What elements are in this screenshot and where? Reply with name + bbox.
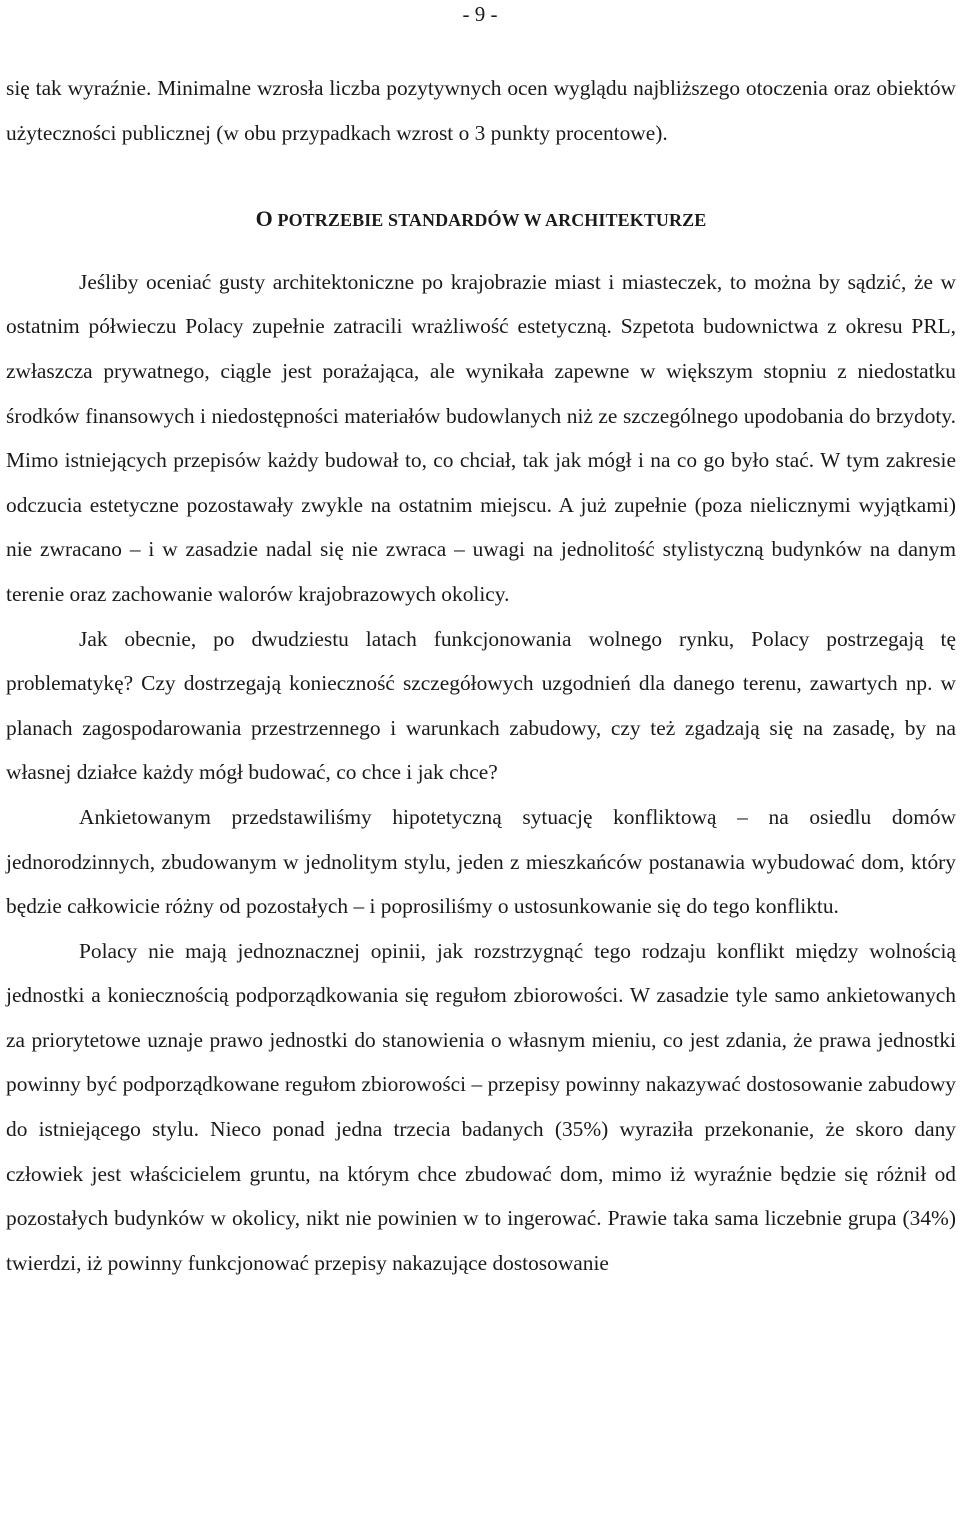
paragraph-4: Polacy nie mają jednoznacznej opinii, jak rozstrzygnąć tego rodzaju konflikt między wolnością jednostki a koniecznością podporządkowania się regułom zbiorowości. W zasadzie tyle samo ankietowanych za priorytetowe uznaje prawo jednostki do stanowienia o własnym mieniu, co jest zdania, że prawa jednostki powinny być podporządkowane regułom zbiorowości – przepisy powinny nakazywać dostosowanie zabudowy do istniejącego stylu. Nieco ponad jedna trzecia badanych (35%) wyraziła przekonanie, że skoro dany człowiek jest właścicielem gruntu, na którym chce zbudować dom, mimo iż wyraźnie będzie się różnił od pozostałych budynków w okolicy, nikt nie powinien w to ingerować. Prawie taka sama liczebnie grupa (34%) twierdzi, iż powinny funkcjonować przepisy nakazujące dostosowanie	[6, 938, 956, 1275]
page-number: - 9 -	[462, 2, 498, 26]
document-body	[6, 66, 956, 1285]
section-heading-initial: O	[255, 206, 273, 232]
paragraph-2: Jak obecnie, po dwudziestu latach funkcjonowania wolnego rynku, Polacy postrzegają tę problematykę? Czy dostrzegają konieczność szczegółowych uzgodnień dla danego terenu, zawartych np. w planach zagospodarowania przestrzennego i warunkach zabudowy, czy też zgadzają się na zasadę, by na własnej działce każdy mógł budować, co chce i jak chce?	[6, 626, 956, 785]
section-heading	[6, 197, 956, 243]
paragraph-3: Ankietowanym przedstawiliśmy hipotetyczną sytuację konfliktową – na osiedlu domów jednorodzinnych, zbudowanym w jednolitym stylu, jeden z mieszkańców postanawia wybudować dom, który będzie całkowicie różny od pozostałych – i poprosiliśmy o ustosunkowanie się do tego konfliktu.	[6, 804, 956, 919]
section-heading-text: POTRZEBIE STANDARDÓW W ARCHITEKTURZE	[272, 210, 707, 231]
paragraph-continuation: się tak wyraźnie. Minimalne wzrosła liczba pozytywnych ocen wyglądu najbliższego otoczenia oraz obiektów użyteczności publicznej (w obu przypadkach wzrost o 3 punkty procentowe).	[6, 76, 956, 145]
paragraph-1: Jeśliby oceniać gusty architektoniczne po krajobrazie miast i miasteczek, to można by sądzić, że w ostatnim półwieczu Polacy zupełnie zatracili wrażliwość estetyczną. Szpetota budownictwa z okresu PRL, zwłaszcza prywatnego, ciągle jest porażająca, ale wynikała zapewne w większym stopniu z niedostatku środków finansowych i niedostępności materiałów budowlanych niż ze szczególnego upodobania do brzydoty. Mimo istniejących przepisów każdy budował to, co chciał, tak jak mógł i na co go było stać. W tym zakresie odczucia estetyczne pozostawały zwykle na ostatnim miejscu. A już zupełnie (poza nielicznymi wyjątkami) nie zwracano – i w zasadzie nadal się nie zwraca – uwagi na jednolitość stylistyczną budynków na danym terenie oraz zachowanie walorów krajobrazowych okolicy.	[6, 269, 956, 606]
